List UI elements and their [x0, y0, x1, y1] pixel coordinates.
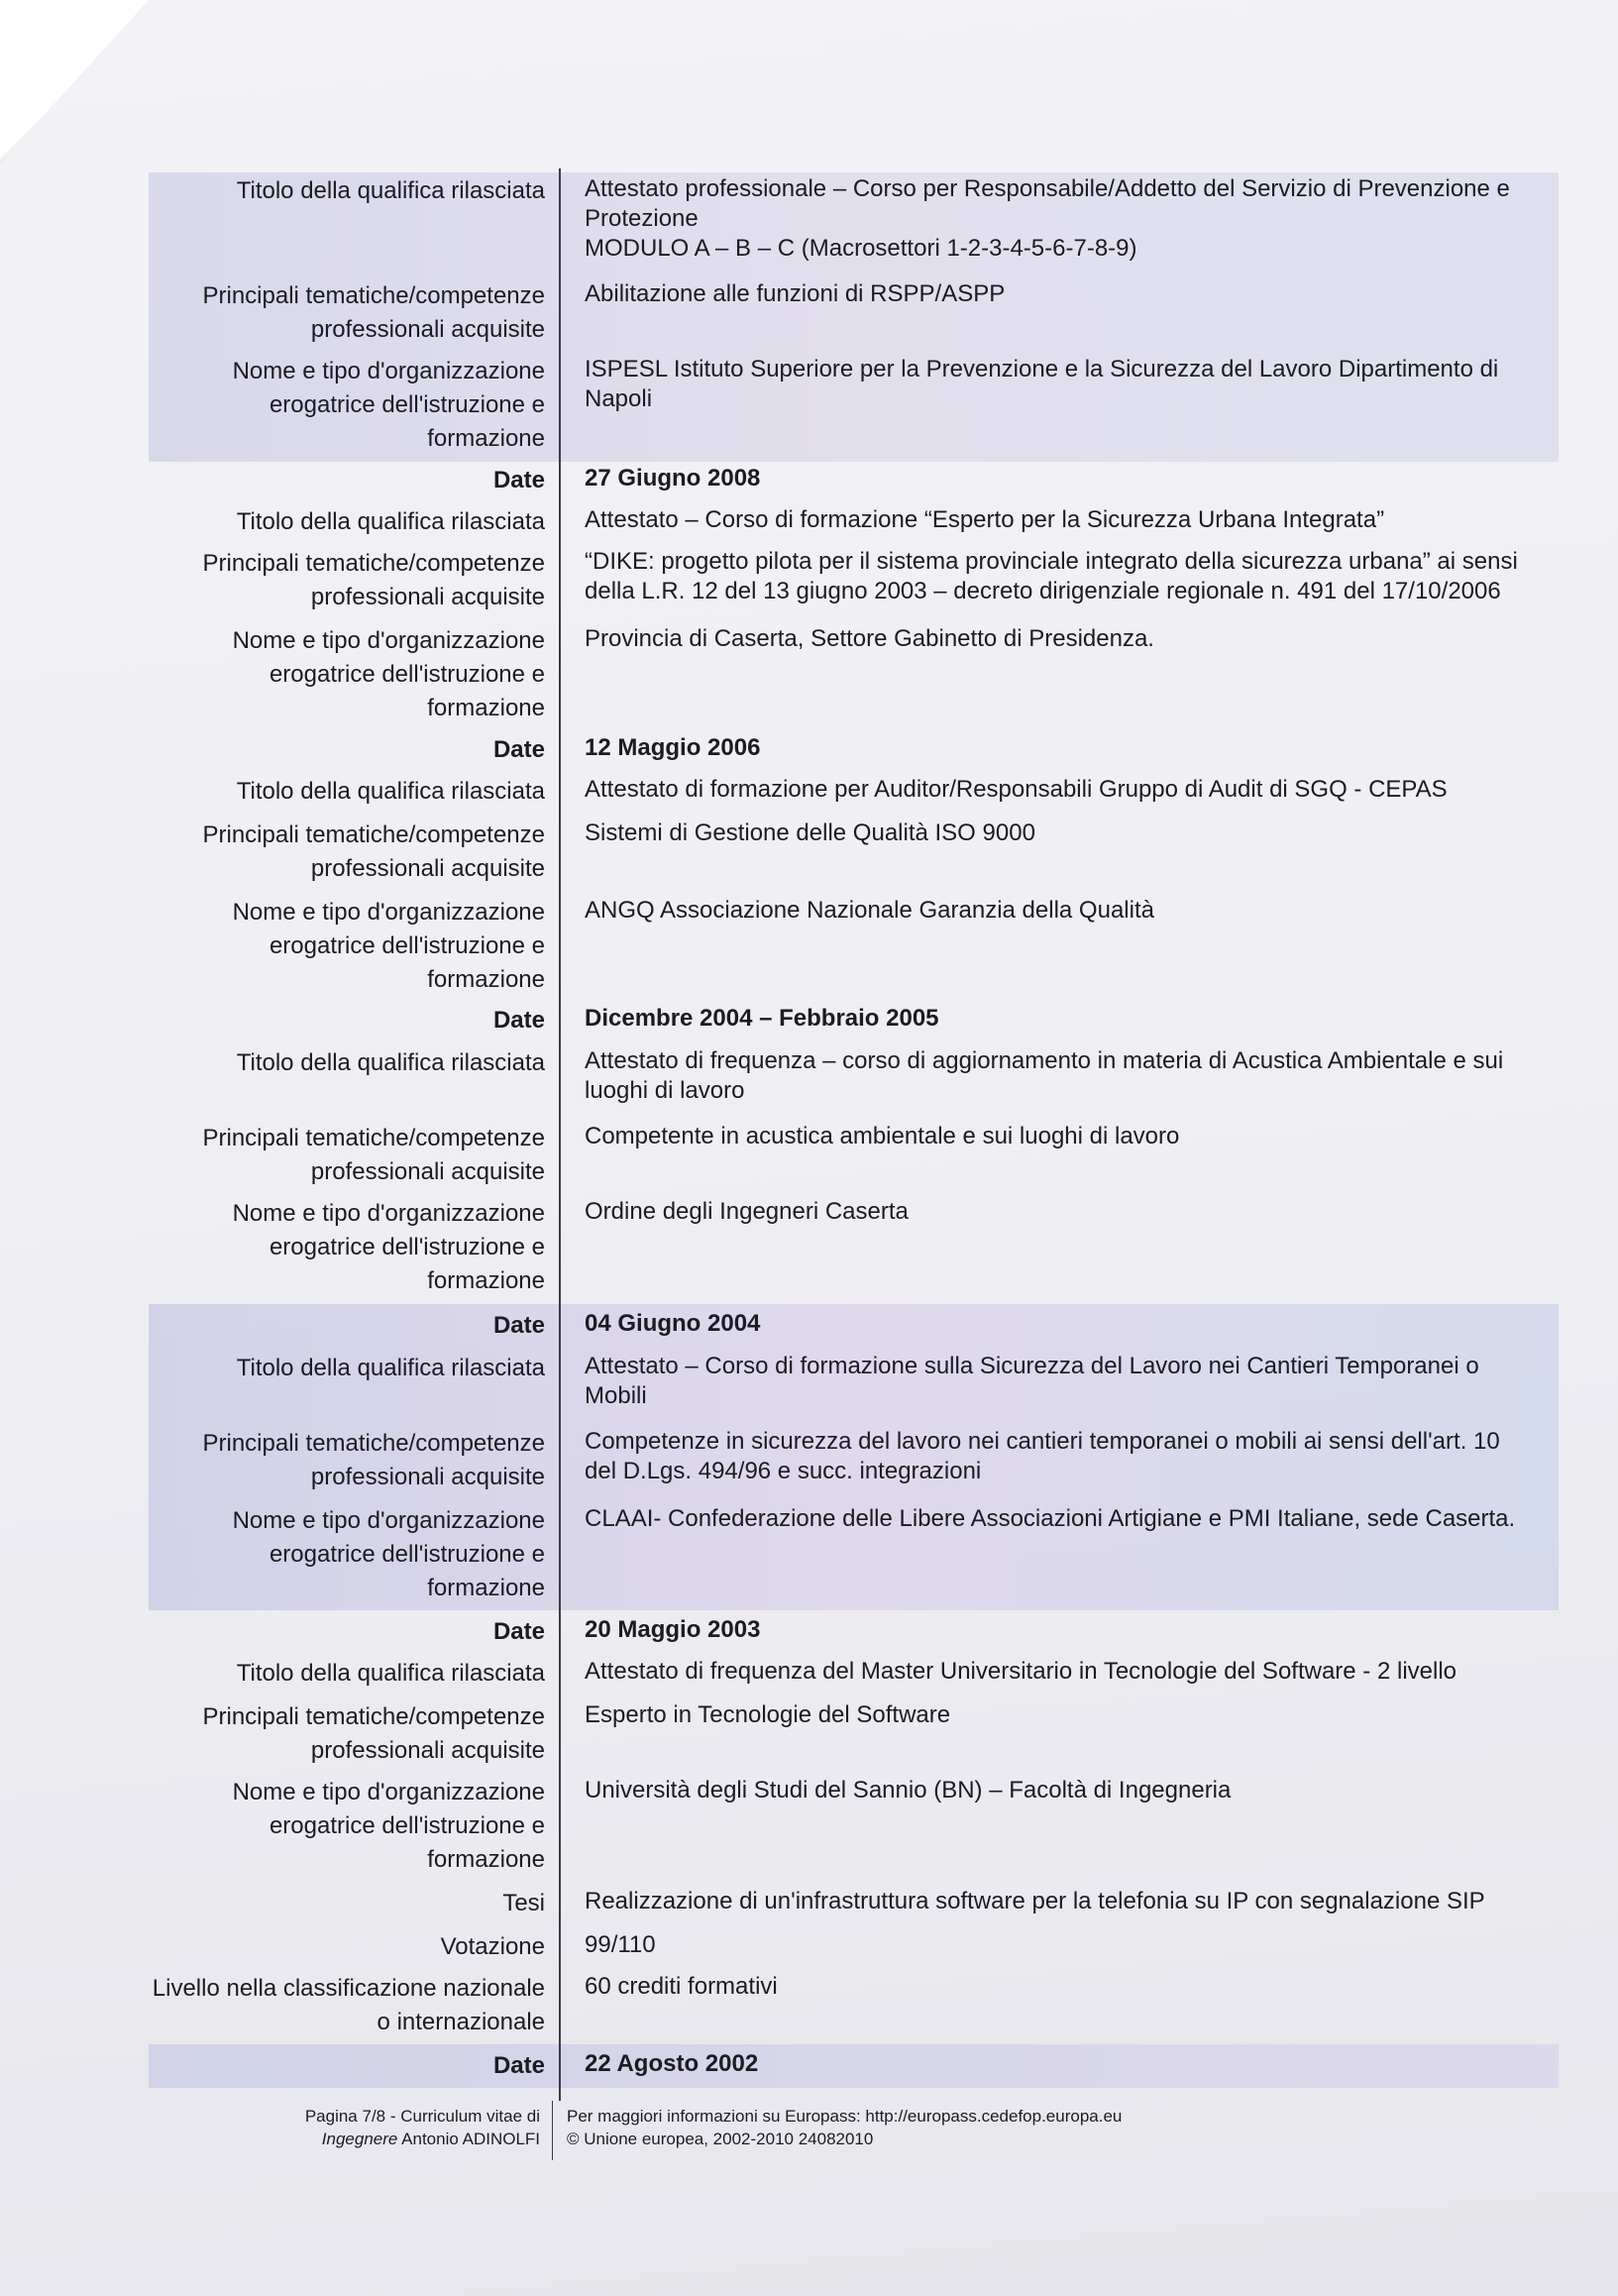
row-label: Principali tematiche/competenze professionali acquisite [202, 1430, 545, 1490]
row-label: Titolo della qualifica rilasciata [236, 778, 545, 805]
row-label: Principali tematiche/competenze professionali acquisite [202, 821, 545, 882]
footer-page-prefix: Pagina 7/8 - Curriculum vitae di [304, 2107, 540, 2126]
date-value: 27 Giugno 2008 [585, 465, 761, 492]
row-value: ANGQ Associazione Nazionale Garanzia della Qualità [585, 897, 1154, 924]
row-value: “DIKE: progetto pilota per il sistema provinciale integrato della sicurezza urbana” ai sensi della L.R. 12 del 13 giugno 2003 – decreto dirigenziale regionale n. 491 del 17/10/2006 [585, 548, 1518, 604]
row-value: 60 crediti formativi [585, 1973, 778, 2000]
row-value: Attestato di frequenza del Master Universitario in Tecnologie del Software - 2 livello [585, 1658, 1457, 1685]
row-value: ISPESL Istituto Superiore per la Prevenzione e la Sicurezza del Lavoro Dipartimento di Napoli [585, 356, 1499, 412]
row-value: Competente in acustica ambientale e sui luoghi di lavoro [585, 1123, 1180, 1149]
row-value: Realizzazione di un'infrastruttura software per la telefonia su IP con segnalazione SIP [585, 1888, 1485, 1914]
row-value: Attestato – Corso di formazione “Esperto per la Sicurezza Urbana Integrata” [585, 506, 1385, 533]
row-label: Titolo della qualifica rilasciata [236, 1049, 545, 1076]
row-label: Principali tematiche/competenze professionali acquisite [202, 282, 545, 343]
row-value: Attestato di formazione per Auditor/Responsabili Gruppo di Audit di SGQ - CEPAS [585, 776, 1448, 803]
date-label: Date [492, 1007, 545, 1034]
date-label: Date [492, 1618, 545, 1645]
row-label: Nome e tipo d'organizzazione erogatrice dell'istruzione e formazione [232, 358, 545, 452]
date-value: 12 Maggio 2006 [585, 734, 761, 761]
row-value: CLAAI- Confederazione delle Libere Associazioni Artigiane e PMI Italiane, sede Caserta. [585, 1505, 1516, 1532]
row-value: Attestato di frequenza – corso di aggiornamento in materia di Acustica Ambientale e sui luoghi di lavoro [585, 1047, 1504, 1104]
row-label: Principali tematiche/competenze professionali acquisite [202, 1125, 545, 1185]
row-label: Nome e tipo d'organizzazione erogatrice dell'istruzione e formazione [232, 1779, 545, 1873]
row-value: 99/110 [585, 1931, 656, 1958]
row-value: Competenze in sicurezza del lavoro nei cantieri temporanei o mobili ai sensi dell'art. 10 del D.Lgs. 494/96 e succ. integrazioni [585, 1428, 1500, 1484]
row-label: Livello nella classificazione nazionale o internazionale [152, 1975, 545, 2035]
row-label: Titolo della qualifica rilasciata [236, 1355, 545, 1381]
date-label: Date [492, 1312, 545, 1339]
footer-info: Per maggiori informazioni su Europass: http://europass.cedefop.europa.eu [567, 2107, 1123, 2126]
footer-divider [552, 2101, 553, 2160]
row-label: Nome e tipo d'organizzazione erogatrice dell'istruzione e formazione [232, 899, 545, 993]
date-value: 22 Agosto 2002 [585, 2050, 759, 2077]
row-label: Nome e tipo d'organizzazione erogatrice dell'istruzione e formazione [232, 1200, 545, 1294]
date-label: Date [492, 736, 545, 763]
footer-name: Antonio ADINOLFI [401, 2130, 540, 2148]
row-label: Votazione [440, 1933, 545, 1960]
row-value: Sistemi di Gestione delle Qualità ISO 9000 [585, 820, 1035, 846]
date-label: Date [492, 2052, 545, 2079]
footer-europass-info [567, 2105, 1458, 2150]
row-label: Titolo della qualifica rilasciata [236, 508, 545, 535]
row-value: Provincia di Caserta, Settore Gabinetto di Presidenza. [585, 625, 1154, 652]
date-value: 04 Giugno 2004 [585, 1310, 761, 1337]
footer-copyright: © Unione europea, 2002-2010 24082010 [567, 2130, 874, 2148]
row-label: Nome e tipo d'organizzazione erogatrice dell'istruzione e formazione [232, 1507, 545, 1601]
value-text: Attestato professionale – Corso per Responsabile/Addetto del Servizio di Prevenzione e Protezione MODULO A – B – C (Macrosettori 1-2-3-4-5-6-7-8-9) [585, 175, 1510, 262]
column-divider [559, 168, 561, 2101]
footer-page-info [149, 2105, 540, 2150]
date-value: 20 Maggio 2003 [585, 1616, 761, 1643]
row-label: Nome e tipo d'organizzazione erogatrice dell'istruzione e formazione [232, 627, 545, 721]
row-value: Esperto in Tecnologie del Software [585, 1701, 951, 1728]
row-label: Titolo della qualifica rilasciata [236, 177, 545, 204]
footer-name-title: Ingegnere [321, 2130, 398, 2148]
row-label: Titolo della qualifica rilasciata [236, 1660, 545, 1687]
row-label: Principali tematiche/competenze professionali acquisite [202, 1703, 545, 1764]
footer-author [149, 2128, 540, 2150]
row-label: Tesi [502, 1890, 545, 1916]
date-value: Dicembre 2004 – Febbraio 2005 [585, 1005, 939, 1032]
row-value: Abilitazione alle funzioni di RSPP/ASPP [585, 280, 1006, 307]
row-value: Attestato – Corso di formazione sulla Sicurezza del Lavoro nei Cantieri Temporanei o Mobili [585, 1353, 1479, 1409]
row-value: Università degli Studi del Sannio (BN) – Facoltà di Ingegneria [585, 1777, 1232, 1804]
row-label: Principali tematiche/competenze professionali acquisite [202, 550, 545, 610]
row-value: Ordine degli Ingegneri Caserta [585, 1198, 909, 1225]
date-label: Date [492, 467, 545, 493]
row-value [585, 174, 1536, 264]
